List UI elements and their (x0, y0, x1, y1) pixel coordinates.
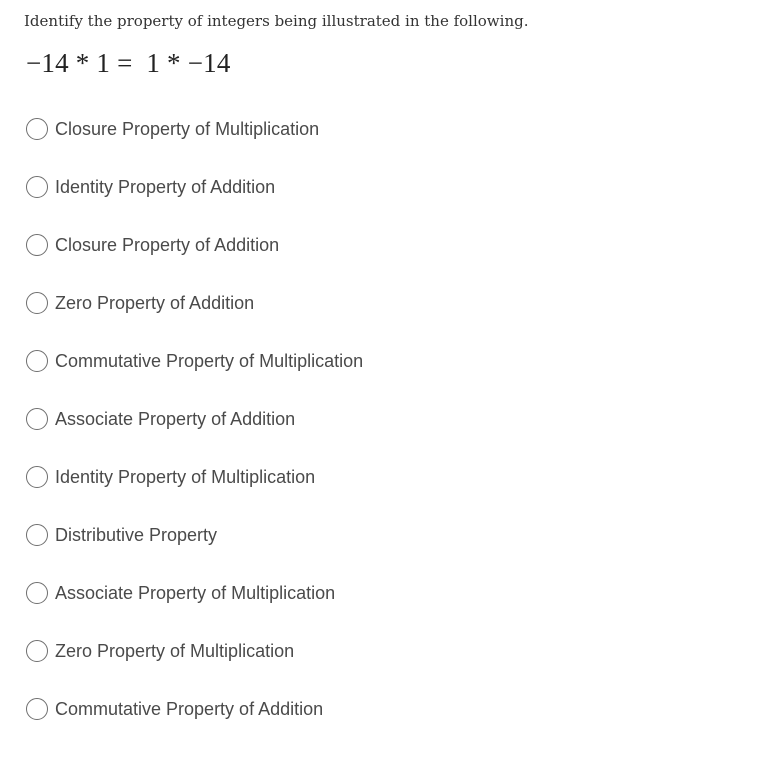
option-closure-multiplication[interactable] (26, 115, 319, 143)
option-label: Associate Property of Addition (55, 408, 296, 429)
option-label: Distributive Property (55, 524, 218, 545)
question-equation: −14 * 1 = 1 * −14 (26, 48, 231, 78)
option-identity-addition[interactable] (26, 173, 275, 201)
radio-button[interactable] (26, 698, 48, 720)
option-label: Closure Property of Multiplication (55, 118, 320, 139)
option-label: Commutative Property of Multiplication (55, 350, 364, 371)
option-label: Identity Property of Multiplication (55, 466, 316, 487)
option-closure-addition[interactable] (26, 231, 279, 259)
question-prompt: Identify the property of integers being illustrated in the following. (24, 12, 529, 30)
radio-button[interactable] (26, 640, 48, 662)
radio-button[interactable] (26, 408, 48, 430)
option-identity-multiplication[interactable] (26, 463, 315, 491)
radio-button[interactable] (26, 524, 48, 546)
radio-button[interactable] (26, 582, 48, 604)
option-label: Commutative Property of Addition (55, 698, 324, 719)
option-associate-addition[interactable] (26, 405, 295, 433)
option-label: Closure Property of Addition (55, 234, 280, 255)
radio-button[interactable] (26, 350, 48, 372)
radio-button[interactable] (26, 466, 48, 488)
radio-button[interactable] (26, 292, 48, 314)
option-distributive[interactable] (26, 521, 217, 549)
radio-button[interactable] (26, 176, 48, 198)
option-zero-addition[interactable] (26, 289, 254, 317)
radio-button[interactable] (26, 234, 48, 256)
option-commutative-multiplication[interactable] (26, 347, 363, 375)
option-commutative-addition[interactable] (26, 695, 323, 723)
option-label: Associate Property of Multiplication (55, 582, 336, 603)
option-zero-multiplication[interactable] (26, 637, 294, 665)
option-label: Zero Property of Addition (55, 292, 255, 313)
option-associate-multiplication[interactable] (26, 579, 335, 607)
radio-button[interactable] (26, 118, 48, 140)
option-label: Identity Property of Addition (55, 176, 276, 197)
option-label: Zero Property of Multiplication (55, 640, 295, 661)
